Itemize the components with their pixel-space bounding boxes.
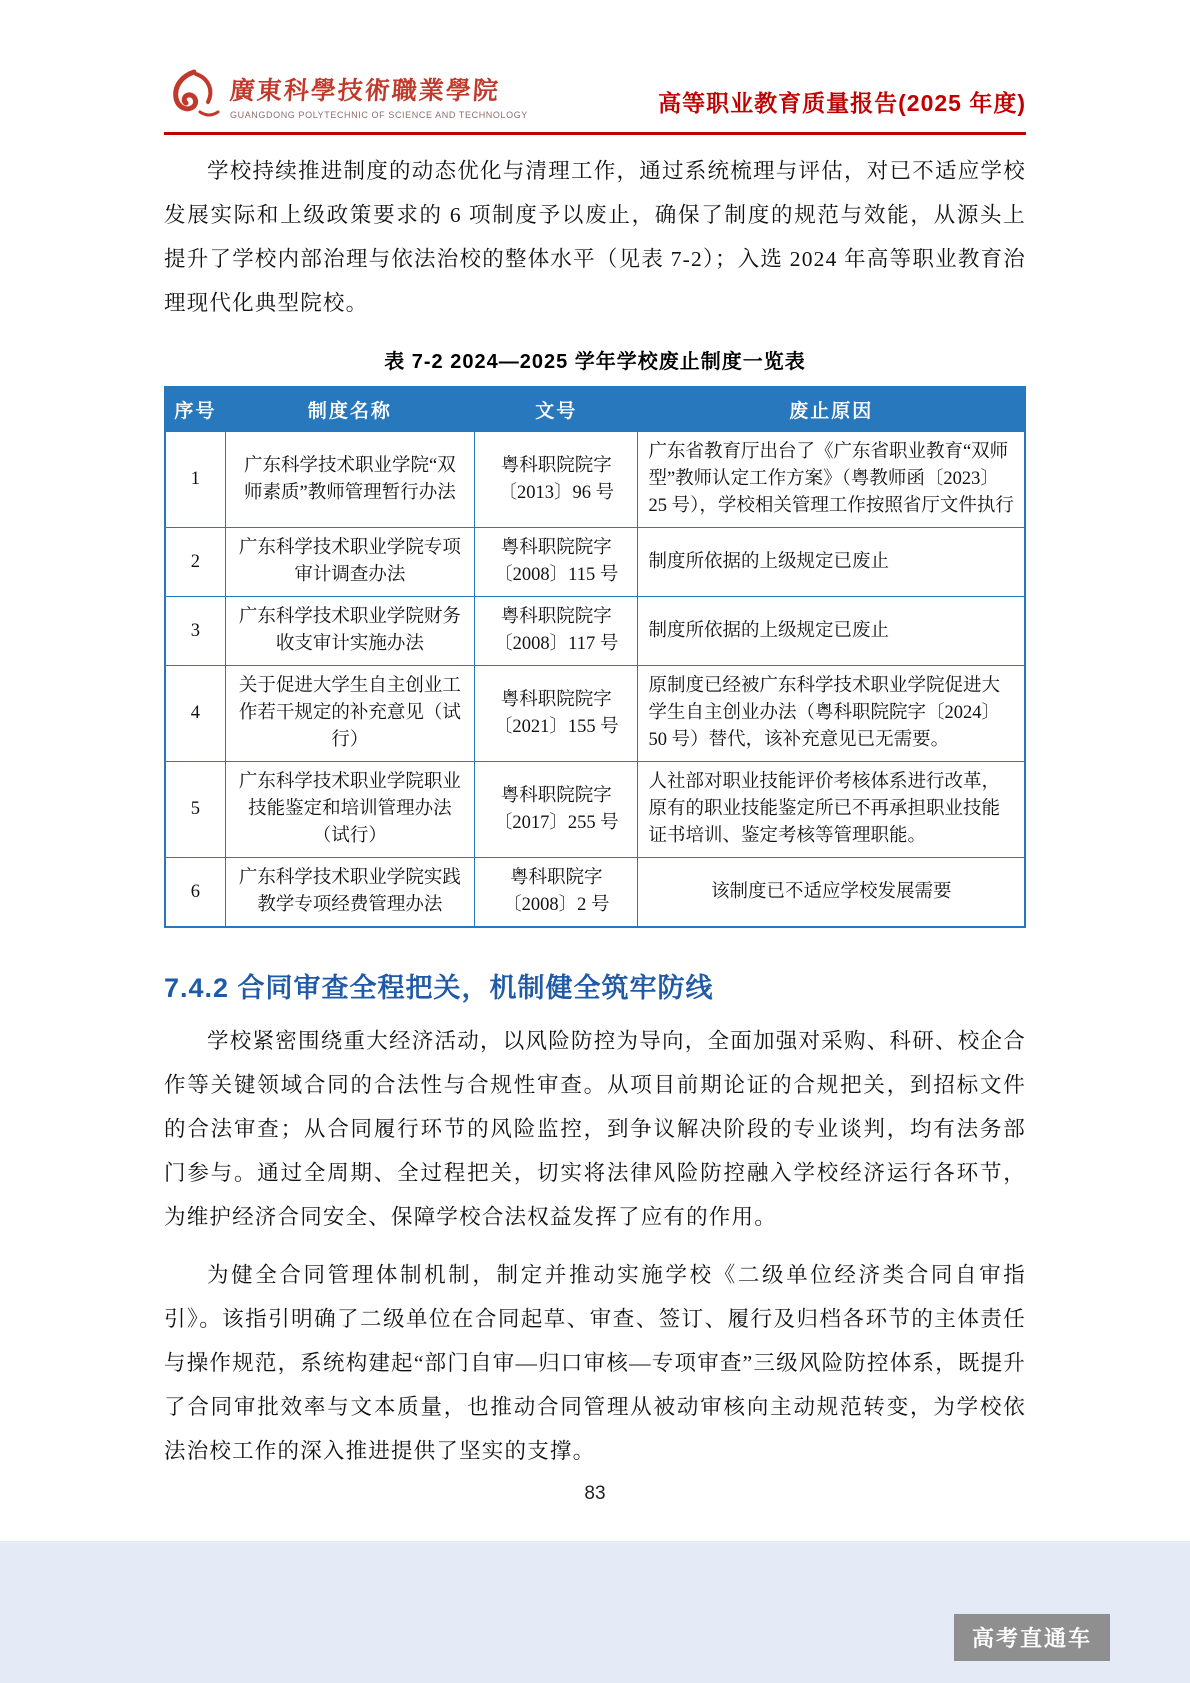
table-cell-name: 关于促进大学生自主创业工作若干规定的补充意见（试行） — [225, 666, 474, 762]
table-cell-doc: 粤科职院院字〔2017〕255 号 — [475, 762, 638, 858]
table-cell-reason: 制度所依据的上级规定已废止 — [638, 528, 1025, 597]
table-cell-name: 广东科学技术职业学院实践教学专项经费管理办法 — [225, 858, 474, 928]
table-header — [165, 387, 1025, 432]
page-number: 83 — [584, 1483, 606, 1504]
table-cell-reason: 制度所依据的上级规定已废止 — [638, 597, 1025, 666]
table-row — [165, 666, 1025, 762]
table-body — [165, 432, 1025, 928]
school-logo-text — [230, 71, 528, 120]
column-header-name: 制度名称 — [225, 387, 474, 432]
school-logo — [164, 68, 528, 122]
table-cell-name: 广东科学技术职业学院职业技能鉴定和培训管理办法（试行） — [225, 762, 474, 858]
school-name-english: GUANGDONG POLYTECHNIC OF SCIENCE AND TECHNOLOGY — [230, 109, 528, 120]
table-cell-reason: 广东省教育厅出台了《广东省职业教育“双师型”教师认定工作方案》（粤教师函〔2023〕25 号），学校相关管理工作按照省厅文件执行 — [638, 432, 1025, 528]
table-cell-doc: 粤科职院院字〔2008〕117 号 — [475, 597, 638, 666]
section-heading-742: 7.4.2 合同审查全程把关，机制健全筑牢防线 — [164, 973, 714, 1003]
table-row — [165, 858, 1025, 928]
table-cell-name: 广东科学技术职业学院专项审计调查办法 — [225, 528, 474, 597]
table-cell-seq: 4 — [165, 666, 225, 762]
page-content — [164, 0, 1026, 1473]
table-cell-seq: 5 — [165, 762, 225, 858]
table-cell-seq: 1 — [165, 432, 225, 528]
table-caption: 表 7-2 2024—2025 学年学校废止制度一览表 — [384, 351, 806, 373]
table-cell-reason: 人社部对职业技能评价考核体系进行改革，原有的职业技能鉴定所已不再承担职业技能证书培训、鉴定考核等管理职能。 — [638, 762, 1025, 858]
intro-paragraph: 学校持续推进制度的动态优化与清理工作，通过系统梳理与评估，对已不适应学校发展实际和上级政策要求的 6 项制度予以废止，确保了制度的规范与效能，从源头上提升了学校内部治理与依法治校的整体水平（见表 7-2）；入选 2024 年高等职业教育治理现代化典型院校。 — [164, 159, 1026, 315]
table-cell-doc: 粤科职院院字〔2021〕155 号 — [475, 666, 638, 762]
column-header-doc: 文号 — [475, 387, 638, 432]
table-cell-name: 广东科学技术职业学院财务收支审计实施办法 — [225, 597, 474, 666]
table-row — [165, 528, 1025, 597]
watermark-badge: 高考直通车 — [954, 1614, 1110, 1661]
table-row — [165, 432, 1025, 528]
table-cell-name: 广东科学技术职业学院“双师素质”教师管理暂行办法 — [225, 432, 474, 528]
table-cell-reason: 该制度已不适应学校发展需要 — [638, 858, 1025, 928]
column-header-seq: 序号 — [165, 387, 225, 432]
table-row — [165, 597, 1025, 666]
table-cell-reason: 原制度已经被广东科学技术职业学院促进大学生自主创业办法（粤科职院院字〔2024〕50 号）替代，该补充意见已无需要。 — [638, 666, 1025, 762]
table-cell-doc: 粤科职院字〔2008〕2 号 — [475, 858, 638, 928]
school-name-chinese: 廣東科學技術職業學院 — [228, 77, 501, 105]
section-742-paragraph-2: 为健全合同管理体制机制，制定并推动实施学校《二级单位经济类合同自审指引》。该指引明确了二级单位在合同起草、审查、签订、履行及归档各环节的主体责任与操作规范，系统构建起“部门自审—归口审核—专项审查”三级风险防控体系，既提升了合同审批效率与文本质量，也推动合同管理从被动审核向主动规范转变，为学校依法治校工作的深入推进提供了坚实的支撑。 — [164, 1263, 1026, 1463]
table-cell-seq: 6 — [165, 858, 225, 928]
table-cell-seq: 3 — [165, 597, 225, 666]
table-cell-doc: 粤科职院院字〔2008〕115 号 — [475, 528, 638, 597]
table-cell-seq: 2 — [165, 528, 225, 597]
abolished-regulations-table — [164, 386, 1026, 928]
column-header-reason: 废止原因 — [638, 387, 1025, 432]
table-row — [165, 762, 1025, 858]
bottom-strip — [0, 1541, 1190, 1683]
table-header-row — [165, 387, 1025, 432]
section-742-paragraph-1: 学校紧密围绕重大经济活动，以风险防控为导向，全面加强对采购、科研、校企合作等关键领域合同的合法性与合规性审查。从项目前期论证的合规把关，到招标文件的合法审查；从合同履行环节的风险监控，到争议解决阶段的专业谈判，均有法务部门参与。通过全周期、全过程把关，切实将法律风险防控融入学校经济运行各环节，为维护经济合同安全、保障学校合法权益发挥了应有的作用。 — [164, 1029, 1026, 1229]
report-title: 高等职业教育质量报告(2025 年度) — [658, 90, 1026, 116]
page-header — [164, 68, 1026, 135]
table-cell-doc: 粤科职院院字〔2013〕96 号 — [475, 432, 638, 528]
school-logo-icon — [164, 68, 222, 122]
